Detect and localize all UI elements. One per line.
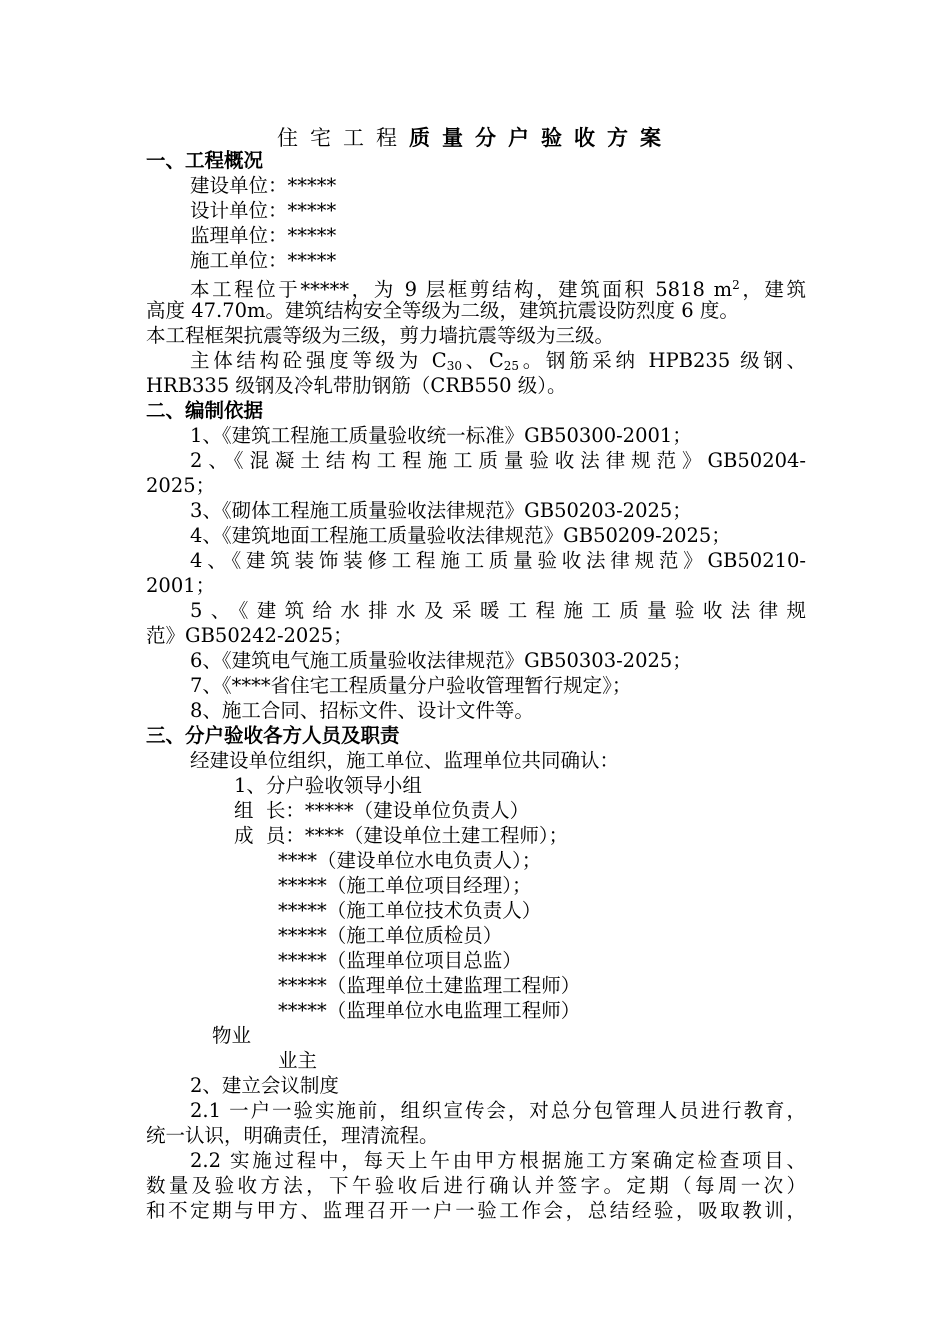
group-member: *****（监理单位项目总监） [278,949,522,972]
section3-intro: 经建设单位组织，施工单位、监理单位共同确认： [190,749,620,772]
supervise-unit: 监理单位：***** [190,224,337,247]
basis-item-6: 6、《建筑电气施工质量验收法律规范》GB50303-2025； [190,649,692,672]
section2-heading: 二、编制依据 [146,399,264,422]
meeting-2-1-line1: 2.1 一户一验实施前，组织宣传会，对总分包管理人员进行教育， [190,1099,806,1122]
structure-text-c: 。钢筋采纳 HPB235 级钢、 [519,349,806,372]
grade-sub-30: 30 [446,359,462,373]
group-leader: 组 长：*****（建设单位负责人） [234,799,530,822]
basis-item-7: 7、《****省住宅工程质量分户验收管理暂行规定》； [190,674,632,697]
basis-item-1: 1、《建筑工程施工质量验收统一标准》GB50300-2001； [190,424,692,447]
basis-item-5-line2: 范》GB50242-2025； [146,624,353,647]
basis-item-4b-line2: 2001； [146,574,216,597]
structure-paragraph-line2: HRB335 级钢及冷轧带肋钢筋（CRB550 级）。 [146,374,567,397]
meeting-2-2-line3: 和不定期与甲方、监理召开一户一验工作会，总结经验，吸取教训， [146,1199,806,1222]
meeting-title: 2、建立会议制度 [190,1074,339,1097]
overview-text-b: ，建筑 [739,278,806,301]
basis-item-2-line1: 2、《混凝土结构工程施工质量验收法律规范》GB50204- [190,449,806,472]
basis-item-3: 3、《砌体工程施工质量验收法律规范》GB50203-2025； [190,499,692,522]
group-member: *****（施工单位技术负责人） [278,899,542,922]
basis-item-4b-line1: 4、《建筑装饰装修工程施工质量验收法律规范》GB50210- [190,549,806,572]
grade-sub-25: 25 [503,359,520,373]
structure-text-b: 、C [461,349,504,372]
design-unit: 设计单位：***** [190,199,337,222]
area-unit-sup: 2 [732,278,740,292]
overview-text-a: 本工程位于*****，为 9 层框剪结构，建筑面积 5818 m [190,278,733,301]
group-member: *****（监理单位土建监理工程师） [278,974,581,997]
meeting-2-2-line1: 2.2 实施过程中，每天上午由甲方根据施工方案确定检查项目、 [190,1149,806,1172]
section3-heading: 三、分户验收各方人员及职责 [146,724,400,747]
basis-item-4a: 4、《建筑地面工程施工质量验收法律规范》GB50209-2025； [190,524,731,547]
build-unit: 建设单位：***** [190,174,337,197]
group-member-1: 成 员：****（建设单位土建工程师）； [234,824,569,847]
basis-item-5-line1: 5、《建筑给水排水及采暖工程施工质量验收法律规 [190,599,806,622]
overview-paragraph-line2: 高度 47.70m。建筑结构安全等级为二级，建筑抗震设防烈度 6 度。 [146,299,739,322]
section1-heading: 一、工程概况 [146,149,264,172]
group-member: *****（施工单位质检员） [278,924,503,947]
basis-item-2-line2: 2025； [146,474,216,497]
overview-paragraph-line3: 本工程框架抗震等级为三级，剪力墙抗震等级为三级。 [146,324,615,347]
title-part2: 质量分户验收方案 [409,126,673,150]
structure-text-a: 主体结构砼强度等级为 C [190,349,447,372]
title-part1: 住宅工程 [277,126,409,150]
basis-item-8: 8、施工合同、招标文件、设计文件等。 [190,699,534,722]
group-member: ****（建设单位水电负责人）； [278,849,542,872]
document-title [0,124,950,152]
construct-unit: 施工单位：***** [190,249,337,272]
meeting-2-1-line2: 统一认识，明确责任，理清流程。 [146,1124,439,1147]
group-member: *****（监理单位水电监理工程师） [278,999,581,1022]
group-member: *****（施工单位项目经理）； [278,874,532,897]
meeting-2-2-line2: 数量及验收方法，下午验收后进行确认并签字。定期（每周一次） [146,1174,806,1197]
owner-label: 业主 [278,1049,318,1072]
property-label: 物业 [212,1024,252,1047]
group-title: 1、分户验收领导小组 [234,774,422,797]
